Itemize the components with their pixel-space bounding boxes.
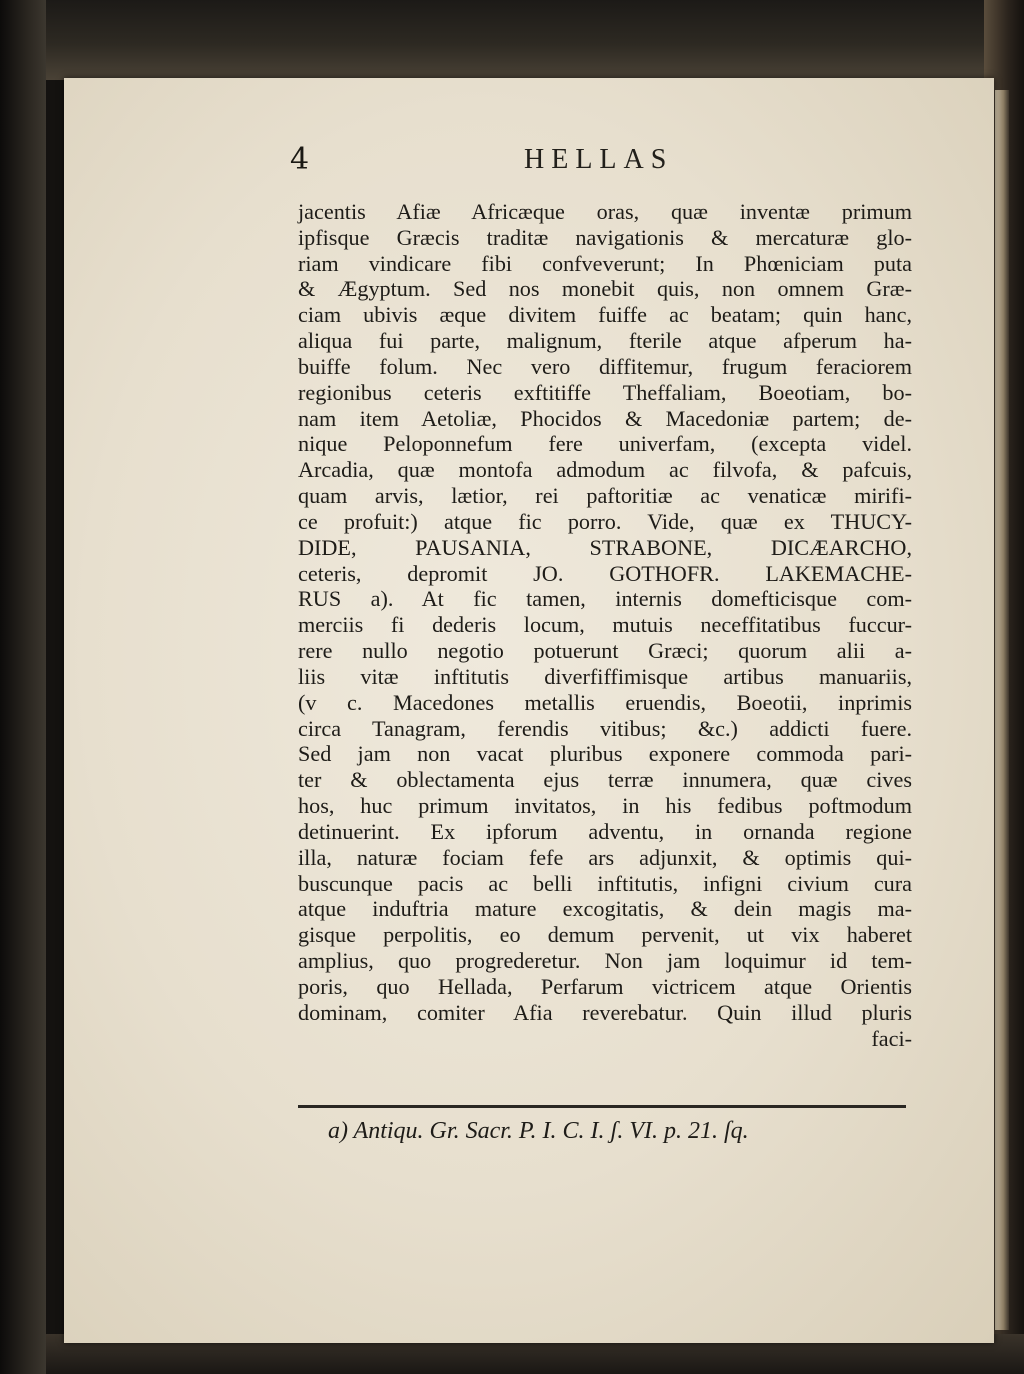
book-binding-left [0,0,46,1374]
text-line: (v c. Macedones metallis eruendis, Boeotii, inprimis [298,689,912,715]
text-line: DIDE, PAUSANIA, STRABONE, DICÆARCHO, [298,534,912,560]
text-line: ce profuit:) atque fic porro. Vide, quæ ex THUCY- [298,508,912,534]
text-line: & Ægyptum. Sed nos monebit quis, non omnem Græ- [298,276,912,302]
text-line: ipfisque Græcis traditæ navigationis & mercaturæ glo- [298,224,912,250]
text-line: Sed jam non vacat pluribus exponere commoda pari- [298,741,912,767]
text-line: circa Tanagram, ferendis vitibus; &c.) addicti fuere. [298,715,912,741]
text-line: nique Peloponnefum fere univerfam, (excepta videl. [298,431,912,457]
text-line: ceteris, depromit JO. GOTHOFR. LAKEMACHE- [298,560,912,586]
page-number: 4 [290,142,310,177]
text-line: dominam, comiter Afia reverebatur. Quin illud pluris [298,999,912,1025]
text-line: RUS a). At fic tamen, internis domefticisque com- [298,586,912,612]
text-line: riam vindicare fibi confveverunt; In Phœniciam puta [298,250,912,276]
footnote: a) Antiqu. Gr. Sacr. P. I. C. I. ʃ. VI. p. 21. ſq. [328,1118,749,1144]
text-line: buscunque pacis ac belli inftitutis, infigni civium cura [298,870,912,896]
footnote-rule [298,1105,906,1108]
text-line: buiffe folum. Nec vero diffitemur, frugum feraciorem [298,353,912,379]
text-line: rere nullo negotio potuerunt Græci; quorum alii a- [298,638,912,664]
text-line: liis vitæ inftitutis diverfiffimisque artibus manuariis, [298,663,912,689]
text-line: amplius, quo progrederetur. Non jam loquimur id tem- [298,948,912,974]
text-line: ciam ubivis æque divitem fuiffe ac beatam; quin hanc, [298,302,912,328]
body-text [298,199,912,1051]
text-line: illa, naturæ fociam fefe ars adjunxit, & optimis qui- [298,844,912,870]
text-line: quam arvis, lætior, rei paftoritiæ ac venaticæ mirifi- [298,483,912,509]
text-line: atque induftria mature excogitatis, & dein magis ma- [298,896,912,922]
text-line: jacentis Afiæ Africæque oras, quæ inventæ primum [298,199,912,224]
book-binding-top [46,0,1024,80]
text-line: Arcadia, quæ montofa admodum ac filvofa, & pafcuis, [298,457,912,483]
text-line: gisque perpolitis, eo demum pervenit, ut vix haberet [298,922,912,948]
running-head: HELLAS [524,144,674,175]
text-line: poris, quo Hellada, Perfarum victricem atque Orientis [298,973,912,999]
page-stack-edge [995,90,1009,1330]
text-line: detinuerint. Ex ipforum adventu, in ornanda regione [298,818,912,844]
text-line: hos, huc primum invitatos, in his fedibus poftmodum [298,793,912,819]
text-line: regionibus ceteris exftitiffe Theffaliam, Boeotiam, bo- [298,379,912,405]
text-line: nam item Aetoliæ, Phocidos & Macedoniæ partem; de- [298,405,912,431]
text-line: merciis fi dederis locum, mutuis neceffitatibus fuccur- [298,612,912,638]
catchword: faci- [871,1025,912,1051]
text-line: aliqua fui parte, malignum, fterile atque afperum ha- [298,328,912,354]
text-line: ter & oblectamenta ejus terræ innumera, quæ cives [298,767,912,793]
